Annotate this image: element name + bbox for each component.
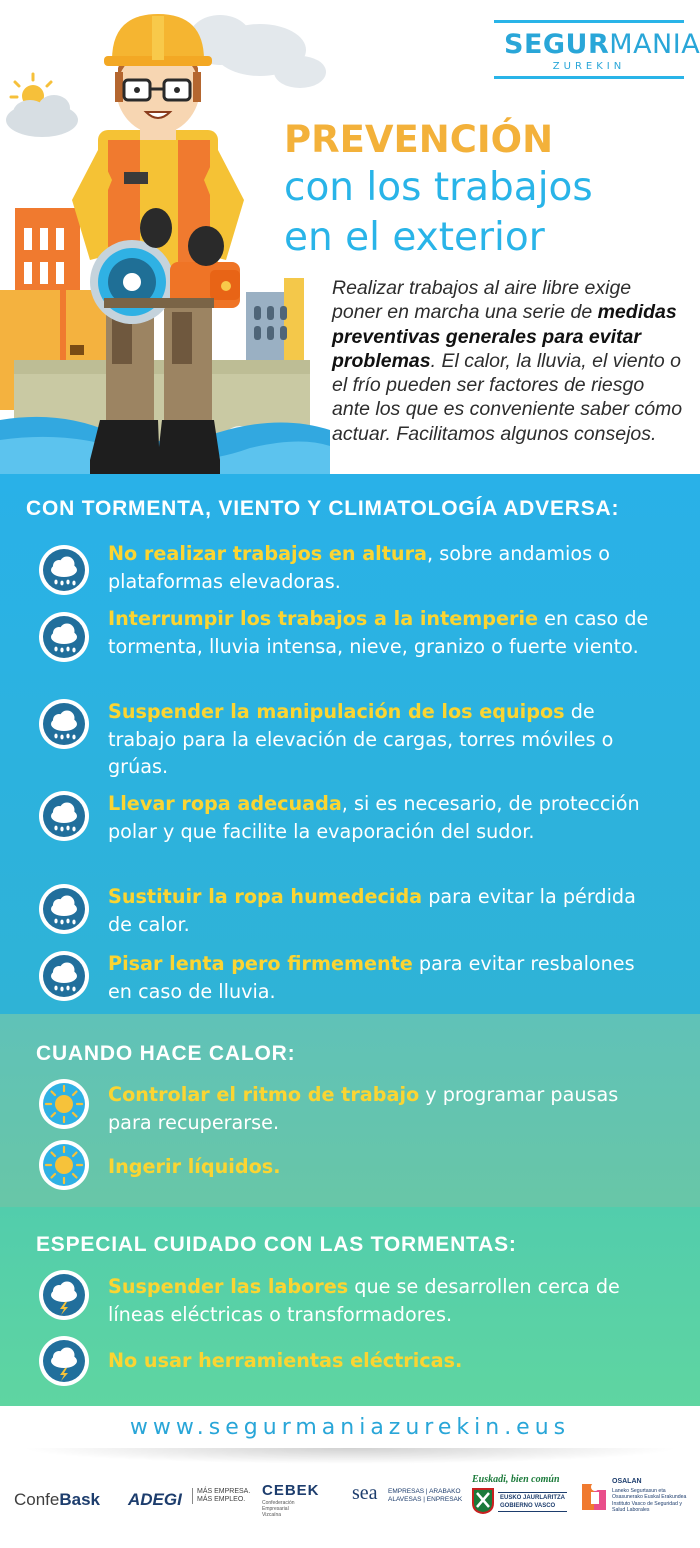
list-item-text: Pisar lenta pero firmemente para evitar resbalones en caso de lluvia. — [108, 952, 635, 1003]
logo-top-bar — [494, 20, 684, 23]
title-line-1: PREVENCIÓN — [284, 118, 554, 161]
header — [0, 0, 700, 474]
section-storms — [0, 1207, 700, 1406]
sponsor-logos: ConfeBask ADEGI MÁS EMPRESA. MÁS EMPLEO. CEBEK Confederación Empresarial Vizcaína sea EMPRESAS | ARABAKO ALAVESAS | ENPRESAK Euskadi, bien común EUSKO JAURLARITZA GOBIERNO VASCO OSALAN Laneko Segurtasun eta Osasunerako Euskal Erakundea Instituto Vasco de Seguridad y Salud Laborales — [14, 1474, 687, 1518]
section-heat — [0, 1014, 700, 1207]
rain-cloud-icon — [38, 790, 90, 842]
section-heading: CUANDO HACE CALOR: — [36, 1042, 296, 1065]
list-item-text: Llevar ropa adecuada, si es necesario, de protección polar y que facilite la evaporación del sudor. — [108, 792, 640, 843]
list-item-text: Interrumpir los trabajos a la intemperie en caso de tormenta, lluvia intensa, nieve, granizo o fuerte viento. — [108, 607, 649, 658]
list-item-text: No usar herramientas eléctricas. — [108, 1349, 463, 1372]
osalan-figure-icon — [582, 1480, 608, 1512]
sun-icon — [38, 1078, 90, 1130]
segurmania-logo[interactable] — [494, 20, 700, 82]
rain-cloud-icon — [38, 544, 90, 596]
list-item-text: No realizar trabajos en altura, sobre andamios o plataformas elevadoras. — [108, 542, 610, 593]
list-item-text: Ingerir líquidos. — [108, 1155, 281, 1178]
storm-cloud-icon — [38, 1335, 90, 1387]
logo-subtitle: ZUREKIN — [552, 61, 626, 72]
adegi-logo[interactable]: ADEGI MÁS EMPRESA. MÁS EMPLEO. — [128, 1488, 251, 1509]
confebask-logo[interactable]: ConfeBask — [14, 1490, 101, 1509]
worker-illustration — [0, 0, 330, 474]
title-line-3: en el exterior — [284, 215, 545, 260]
section-heading: CON TORMENTA, VIENTO Y CLIMATOLOGÍA ADVERSA: — [26, 497, 620, 520]
logo-wordmark: SEGURMANIA — [504, 29, 700, 60]
website-url-link[interactable]: www.segurmaniazurekin.eus — [0, 1406, 700, 1450]
section-heading: ESPECIAL CUIDADO CON LAS TORMENTAS: — [36, 1233, 517, 1256]
rain-cloud-icon — [38, 611, 90, 663]
cebek-logo[interactable]: CEBEK Confederación Empresarial Vizcaína — [262, 1482, 320, 1518]
list-item-text: Suspender la manipulación de los equipos de trabajo para la elevación de cargas, torres móviles o grúas. — [108, 700, 614, 778]
intro-paragraph: Realizar trabajos al aire libre exige poner en marcha una serie de medidas preventivas generales para evitar problemas. El calor, la lluvia, el viento o el frío pueden ser factores de riesgo ante los que es conveniente saber cómo actuar. Facilitamos algunos consejos. — [332, 277, 683, 445]
logo-bottom-bar — [494, 76, 684, 79]
list-item-text: Sustituir la ropa humedecida para evitar la pérdida de calor. — [108, 885, 636, 936]
rain-cloud-icon — [38, 950, 90, 1002]
rain-cloud-icon — [38, 698, 90, 750]
title-line-2: con los trabajos — [284, 165, 593, 210]
gobierno-vasco-logo[interactable]: Euskadi, bien común EUSKO JAURLARITZA GOBIERNO VASCO — [472, 1474, 560, 1485]
list-item-text: Controlar el ritmo de trabajo y programar pausas para recuperarse. — [108, 1083, 619, 1134]
sun-icon — [38, 1139, 90, 1191]
sea-logo[interactable]: sea EMPRESAS | ARABAKO ALAVESAS | ENPRESAK — [352, 1482, 463, 1504]
section-storm-wind — [0, 474, 700, 1014]
gov-shield-icon — [472, 1488, 494, 1514]
rain-cloud-icon — [38, 883, 90, 935]
list-item-text: Suspender las labores que se desarrollen cerca de líneas eléctricas o transformadores. — [108, 1275, 620, 1326]
storm-cloud-icon — [38, 1269, 90, 1321]
